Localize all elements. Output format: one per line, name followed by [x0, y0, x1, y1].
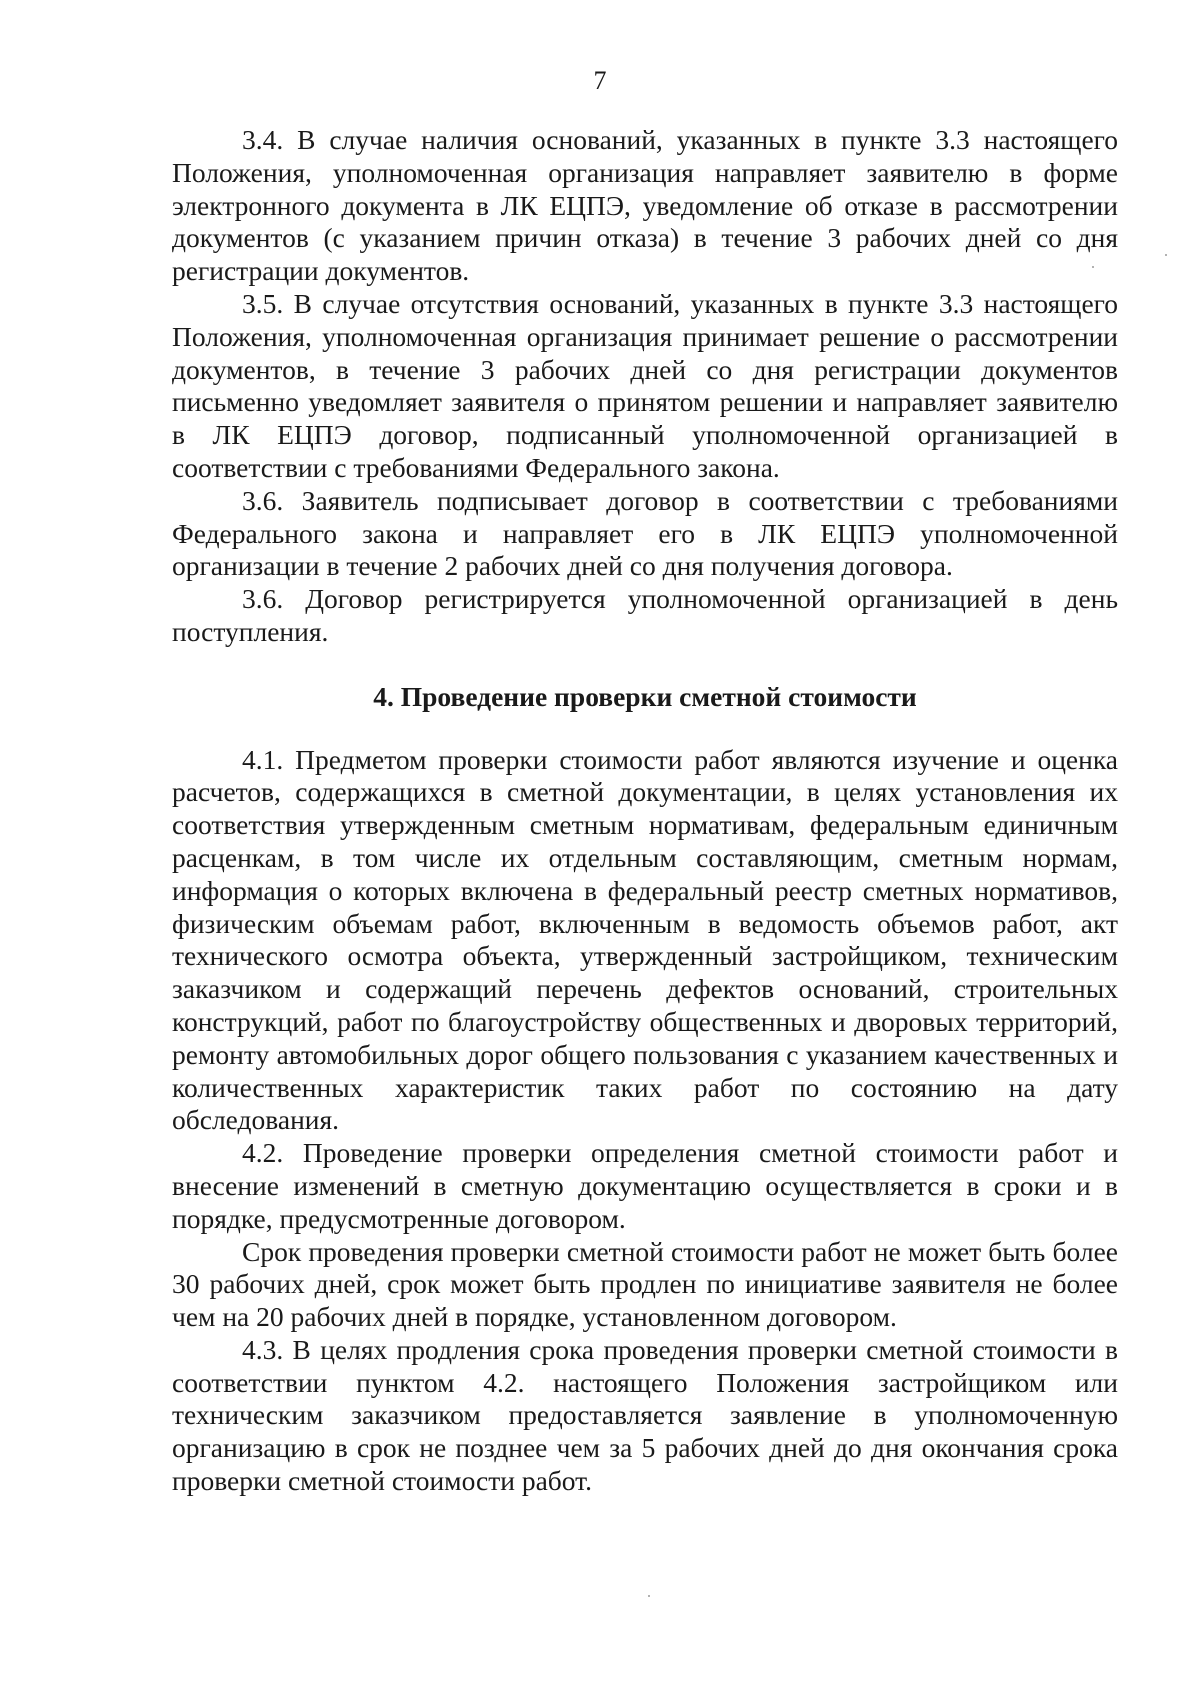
- paragraph-3-4: 3.4. В случае наличия оснований, указанных в пункте 3.3 настоящего Положения, уполномоченная организация направляет заявителю в форме электронного документа в ЛК ЕЦПЭ, уведомление об отказе в рассмотрении документов (с указанием причин отказа) в течение 3 рабочих дней со дня регистрации документов.: [172, 124, 1118, 287]
- paragraph-term: Срок проведения проверки сметной стоимости работ не может быть более 30 рабочих дней, срок может быть продлен по инициативе заявителя не более чем на 20 рабочих дней в порядке, установленном договором.: [172, 1235, 1118, 1333]
- document-body: [172, 124, 1118, 1498]
- paragraph-3-5: 3.5. В случае отсутствия оснований, указанных в пункте 3.3 настоящего Положения, уполномоченная организация принимает решение о рассмотрении документов, в течение 3 рабочих дней со дня регистрации документов письменно уведомляет заявителя о принятом решении и направляет заявителю в ЛК ЕЦПЭ договор, подписанный уполномоченной организацией в соответствии с требованиями Федерального закона.: [172, 287, 1118, 483]
- scan-speck: [648, 1595, 650, 1597]
- paragraph-3-6-signing: 3.6. Заявитель подписывает договор в соответствии с требованиями Федерального закона и направляет его в ЛК ЕЦПЭ уполномоченной организации в течение 2 рабочих дней со дня получения договора.: [172, 484, 1118, 582]
- section-4-heading: 4. Проведение проверки сметной стоимости: [373, 680, 917, 712]
- scan-speck: [1165, 254, 1167, 256]
- paragraph-4-3: 4.3. В целях продления срока проведения проверки сметной стоимости в соответствии пунктом 4.2. настоящего Положения застройщиком или техническим заказчиком предоставляется заявление в уполномоченную организацию в срок не позднее чем за 5 рабочих дней до дня окончания срока проверки сметной стоимости работ.: [172, 1333, 1118, 1497]
- paragraph-3-6-registration: 3.6. Договор регистрируется уполномоченной организацией в день поступления.: [172, 583, 1118, 647]
- paragraph-4-2: 4.2. Проведение проверки определения сметной стоимости работ и внесение изменений в сметную документацию осуществляется в сроки и в порядке, предусмотренные договором.: [172, 1137, 1118, 1234]
- page-number: 7: [593, 66, 607, 95]
- paragraph-4-1: 4.1. Предметом проверки стоимости работ являются изучение и оценка расчетов, содержащихся в сметной документации, в целях установления их соответствия утвержденным сметным нормативам, федеральным единичным расценкам, в том числе их отдельным составляющим, сметным нормам, информация о которых включена в федеральный реестр сметных нормативов, физическим объемам работ, включенным в ведомость объемов работ, акт технического осмотра объекта, утвержденный застройщиком, техническим заказчиком и содержащий перечень дефектов оснований, строительных конструкций, работ по благоустройству общественных и дворовых территорий, ремонту автомобильных дорог общего пользования с указанием качественных и количественных характеристик таких работ по состоянию на дату обследования.: [172, 743, 1118, 1136]
- scan-speck: [1092, 266, 1094, 268]
